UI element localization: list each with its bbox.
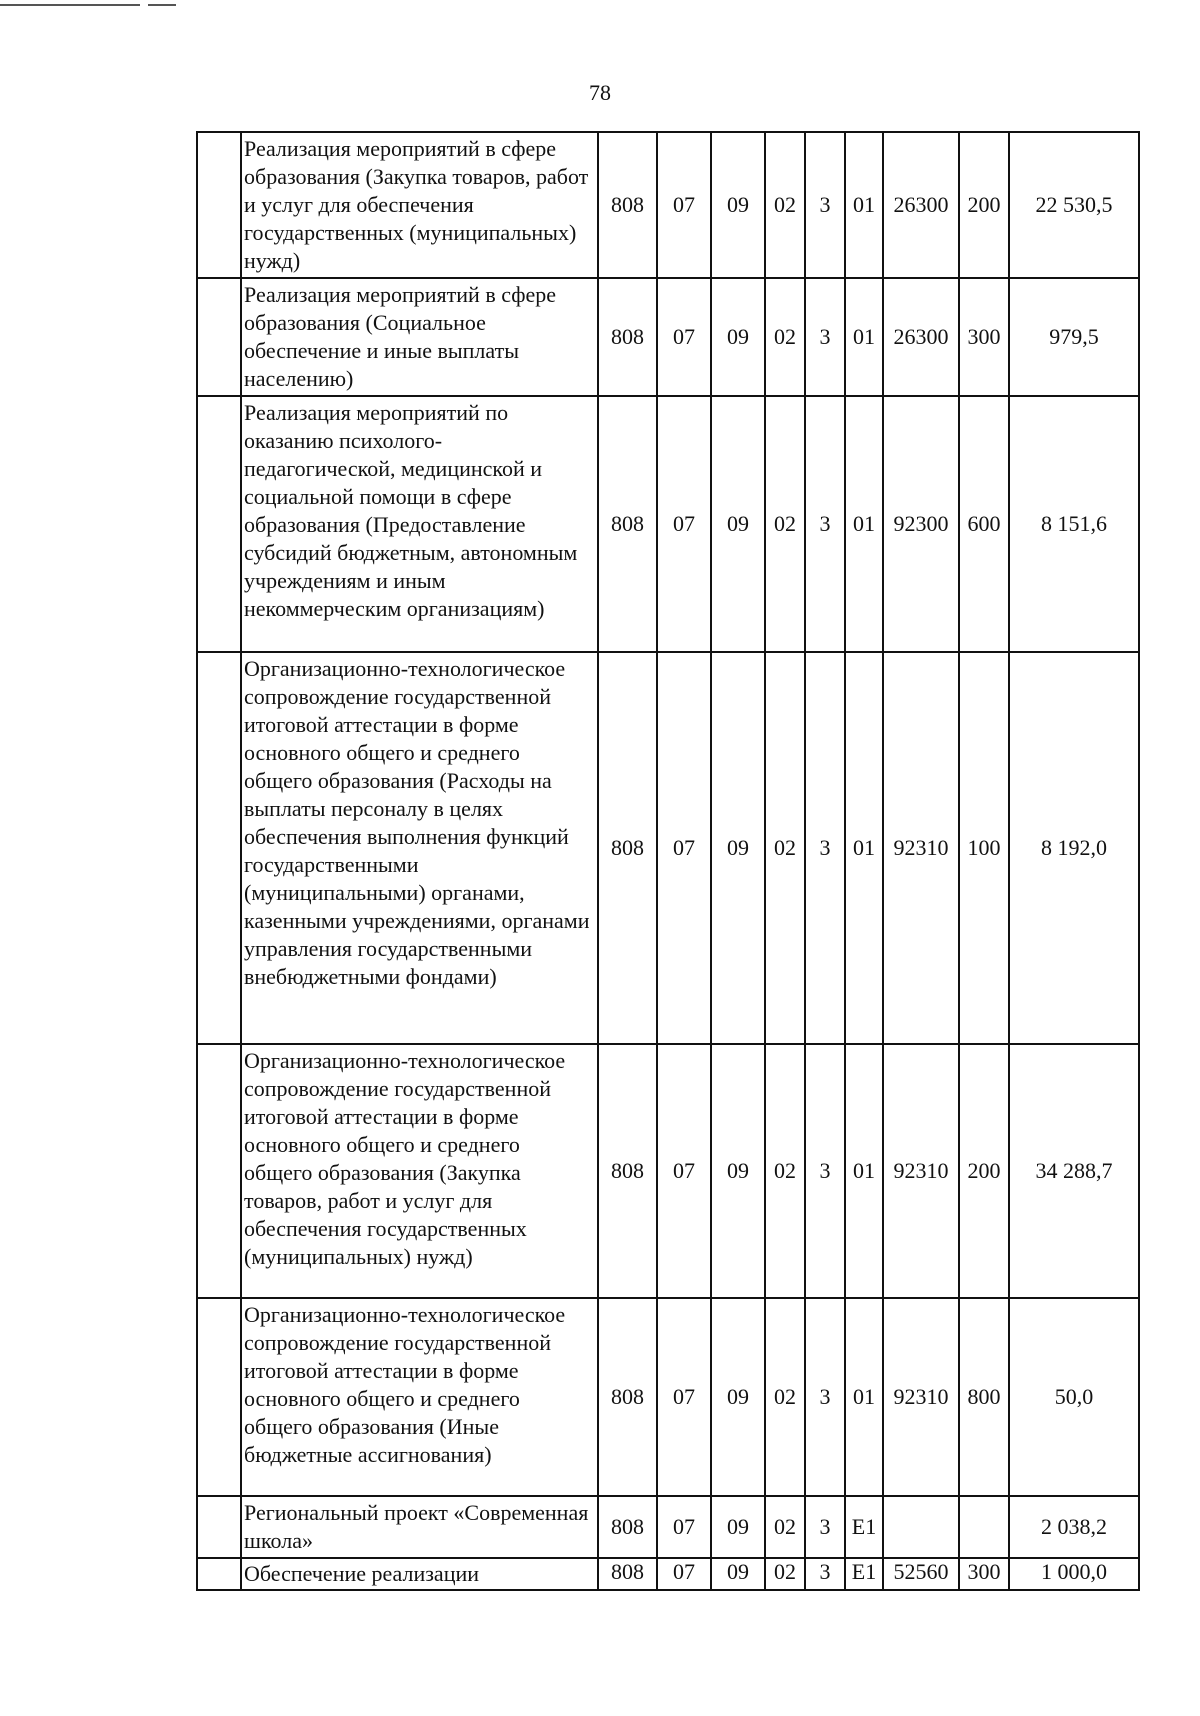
page-number: 78 — [589, 80, 611, 105]
csr-event-code: 01 — [845, 396, 883, 652]
vr-code — [959, 1496, 1009, 1558]
table-row — [197, 1298, 1139, 1496]
csr-program-code: 02 — [765, 652, 805, 1044]
pr-code: 09 — [711, 1496, 765, 1558]
vr-code: 300 — [959, 1558, 1009, 1590]
row-number-cell — [197, 132, 241, 278]
pr-code: 09 — [711, 396, 765, 652]
csr-direction-code: 92310 — [883, 652, 959, 1044]
vr-code: 100 — [959, 652, 1009, 1044]
row-description: Обеспечение реализации — [241, 1558, 598, 1590]
csr-event-code: 01 — [845, 1044, 883, 1298]
rz-code: 07 — [657, 1558, 711, 1590]
csr-event-code: 01 — [845, 278, 883, 396]
pr-code: 09 — [711, 278, 765, 396]
row-number-cell — [197, 1496, 241, 1558]
csr-event-code: 01 — [845, 1298, 883, 1496]
amount: 8 192,0 — [1009, 652, 1139, 1044]
row-description: Организационно-технологическое сопровождение государственной итоговой аттестации в форме основного общего и среднего общего образования (Иные бюджетные ассигнования) — [241, 1298, 598, 1496]
gr-code: 808 — [598, 1558, 657, 1590]
csr-event-code: E1 — [845, 1558, 883, 1590]
pr-code: 09 — [711, 1558, 765, 1590]
gr-code: 808 — [598, 278, 657, 396]
csr-direction-code: 26300 — [883, 278, 959, 396]
csr-direction-code: 52560 — [883, 1558, 959, 1590]
scan-artifact-line — [0, 4, 140, 6]
rz-code: 07 — [657, 1044, 711, 1298]
row-number-cell — [197, 1558, 241, 1590]
csr-subprogram-code: 3 — [805, 1558, 845, 1590]
rz-code: 07 — [657, 278, 711, 396]
row-number-cell — [197, 396, 241, 652]
amount: 50,0 — [1009, 1298, 1139, 1496]
csr-subprogram-code: 3 — [805, 1044, 845, 1298]
table-row — [197, 652, 1139, 1044]
csr-program-code: 02 — [765, 1044, 805, 1298]
row-description: Реализация мероприятий в сфере образования (Социальное обеспечение и иные выплаты населению) — [241, 278, 598, 396]
row-description: Реализация мероприятий по оказанию психолого-педагогической, медицинской и социальной помощи в сфере образования (Предоставление субсидий бюджетным, автономным учреждениям и иным некоммерческим организациям) — [241, 396, 598, 652]
amount: 8 151,6 — [1009, 396, 1139, 652]
csr-direction-code: 92310 — [883, 1044, 959, 1298]
csr-program-code: 02 — [765, 278, 805, 396]
gr-code: 808 — [598, 1496, 657, 1558]
row-number-cell — [197, 652, 241, 1044]
rz-code: 07 — [657, 396, 711, 652]
row-number-cell — [197, 1298, 241, 1496]
amount: 979,5 — [1009, 278, 1139, 396]
csr-direction-code — [883, 1496, 959, 1558]
amount: 1 000,0 — [1009, 1558, 1139, 1590]
vr-code: 800 — [959, 1298, 1009, 1496]
gr-code: 808 — [598, 1298, 657, 1496]
pr-code: 09 — [711, 652, 765, 1044]
csr-program-code: 02 — [765, 1496, 805, 1558]
row-description: Организационно-технологическое сопровождение государственной итоговой аттестации в форме основного общего и среднего общего образования (Расходы на выплаты персоналу в целях обеспечения выполнения функций государственными (муниципальными) органами, казенными учреждениями, органами управления государственными внебюджетными фондами) — [241, 652, 598, 1044]
csr-direction-code: 92300 — [883, 396, 959, 652]
row-description: Реализация мероприятий в сфере образования (Закупка товаров, работ и услуг для обеспечения государственных (муниципальных) нужд) — [241, 132, 598, 278]
row-description: Организационно-технологическое сопровождение государственной итоговой аттестации в форме основного общего и среднего общего образования (Закупка товаров, работ и услуг для обеспечения государственных (муниципальных) нужд) — [241, 1044, 598, 1298]
rz-code: 07 — [657, 132, 711, 278]
budget-table — [196, 131, 1140, 1591]
vr-code: 600 — [959, 396, 1009, 652]
table-row — [197, 132, 1139, 278]
gr-code: 808 — [598, 1044, 657, 1298]
row-number-cell — [197, 278, 241, 396]
gr-code: 808 — [598, 652, 657, 1044]
csr-subprogram-code: 3 — [805, 396, 845, 652]
rz-code: 07 — [657, 652, 711, 1044]
table-row — [197, 1496, 1139, 1558]
gr-code: 808 — [598, 396, 657, 652]
pr-code: 09 — [711, 1044, 765, 1298]
pr-code: 09 — [711, 1298, 765, 1496]
csr-direction-code: 26300 — [883, 132, 959, 278]
csr-subprogram-code: 3 — [805, 278, 845, 396]
csr-event-code: 01 — [845, 132, 883, 278]
table-row — [197, 1044, 1139, 1298]
csr-program-code: 02 — [765, 396, 805, 652]
vr-code: 300 — [959, 278, 1009, 396]
csr-program-code: 02 — [765, 1298, 805, 1496]
csr-subprogram-code: 3 — [805, 132, 845, 278]
csr-event-code: 01 — [845, 652, 883, 1044]
row-description: Региональный проект «Современная школа» — [241, 1496, 598, 1558]
csr-direction-code: 92310 — [883, 1298, 959, 1496]
table-row — [197, 1558, 1139, 1590]
amount: 2 038,2 — [1009, 1496, 1139, 1558]
rz-code: 07 — [657, 1298, 711, 1496]
row-number-cell — [197, 1044, 241, 1298]
csr-subprogram-code: 3 — [805, 1496, 845, 1558]
csr-program-code: 02 — [765, 1558, 805, 1590]
amount: 34 288,7 — [1009, 1044, 1139, 1298]
csr-event-code: E1 — [845, 1496, 883, 1558]
vr-code: 200 — [959, 132, 1009, 278]
rz-code: 07 — [657, 1496, 711, 1558]
vr-code: 200 — [959, 1044, 1009, 1298]
gr-code: 808 — [598, 132, 657, 278]
amount: 22 530,5 — [1009, 132, 1139, 278]
scan-artifact-dash — [148, 4, 176, 6]
pr-code: 09 — [711, 132, 765, 278]
table-row — [197, 278, 1139, 396]
csr-subprogram-code: 3 — [805, 1298, 845, 1496]
csr-program-code: 02 — [765, 132, 805, 278]
table-row — [197, 396, 1139, 652]
csr-subprogram-code: 3 — [805, 652, 845, 1044]
